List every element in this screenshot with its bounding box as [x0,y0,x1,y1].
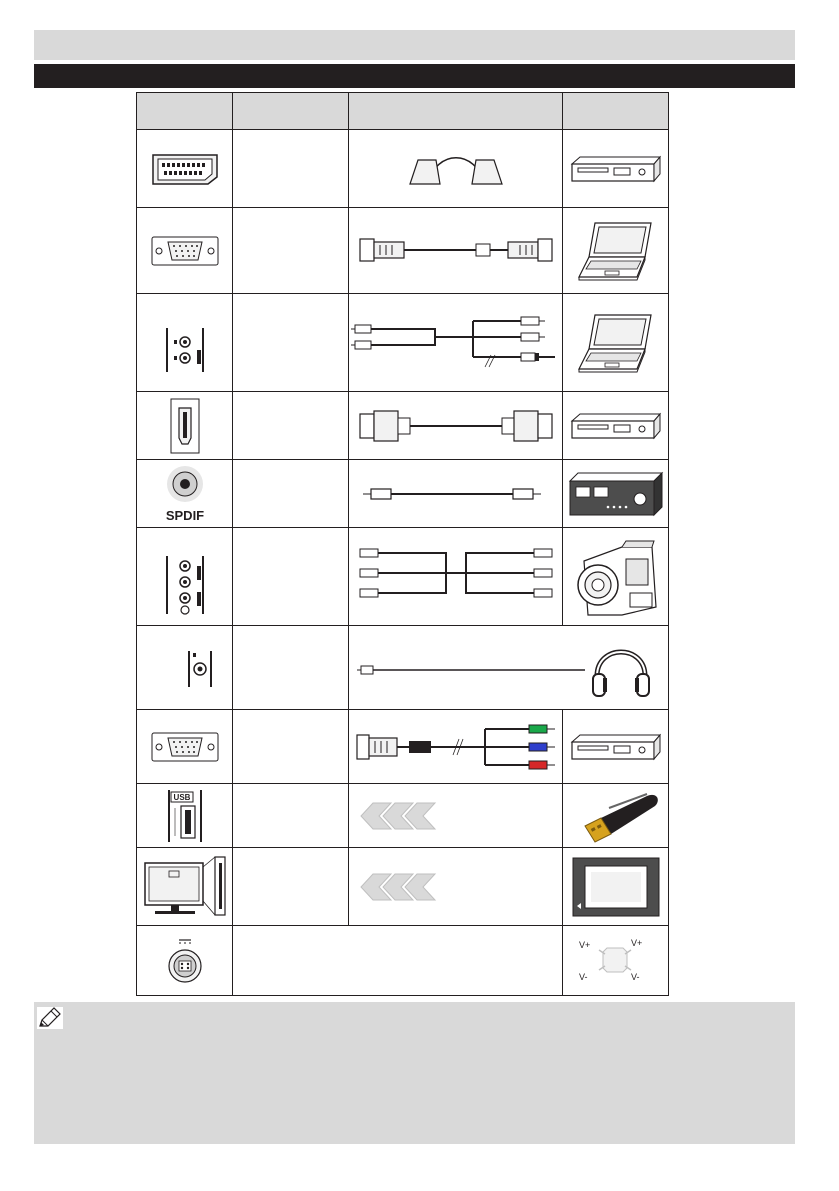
lnb-voltage-icon [573,936,659,986]
ci-slot-icon [141,855,229,919]
cable-cell [349,392,563,460]
table-row [137,294,669,392]
connector-cell [137,528,233,626]
type-cell [233,294,349,392]
device-cell [563,460,669,528]
spdif-socket-icon [150,464,220,524]
table-row [137,208,669,294]
type-cell [233,528,349,626]
pencil-note-icon [36,1006,64,1030]
connector-cell [137,848,233,926]
top-header-band [34,30,795,60]
connector-cell [137,710,233,784]
lnb-label-top-left: V+ [578,939,590,950]
av-socket-icon [155,536,215,618]
amplifier-icon [568,471,664,517]
connector-cell [137,130,233,208]
cable-cell [349,710,563,784]
cable-cell [349,294,563,392]
type-cell [233,460,349,528]
ypbpr-socket-icon [150,731,220,763]
connector-cell [137,208,233,294]
table-row [137,784,669,848]
cable-cell [349,460,563,528]
usb-socket-icon [163,788,207,844]
scart-cable-icon [396,144,516,194]
connector-cell [137,784,233,848]
device-cell [563,710,669,784]
table-row [137,392,669,460]
dvd-player-icon [570,154,662,184]
table-row [137,848,669,926]
type-cell [233,392,349,460]
usb-label: USB [173,792,190,802]
hdmi-cable-icon [358,406,554,446]
type-cell [233,130,349,208]
device-cell [563,784,669,848]
type-cell [233,926,563,996]
spdif-label: SPDIF [165,507,204,523]
lnb-label-bottom-left: V- [578,971,588,982]
scart-socket-icon [150,151,220,187]
device-cell [563,528,669,626]
type-cell [233,784,349,848]
vga-cable-icon [358,233,554,269]
header-type [233,93,349,130]
ypbpr-cable-icon [353,721,559,773]
camcorder-icon [570,537,662,617]
type-cell [233,208,349,294]
connector-cell [137,294,233,392]
cable-cell [349,784,563,848]
insert-arrows-icon [357,801,447,831]
device-cell [563,926,669,996]
type-cell [233,626,349,710]
audio-y-cable-icon [351,311,561,375]
connector-cell [137,392,233,460]
connections-table [136,92,669,996]
laptop-icon [575,219,657,283]
section-title-bar [34,64,795,88]
lnb-label-top-right: V+ [630,937,642,948]
table-header-row [137,93,669,130]
type-cell [233,710,349,784]
pc-audio-socket-icon [155,308,215,378]
dvd-player-icon [570,411,662,441]
vga-socket-icon [150,235,220,267]
headphone-cable-icon [357,656,587,686]
table-row [137,626,669,710]
av-cable-icon [356,545,556,609]
type-cell [233,848,349,926]
device-cell [563,208,669,294]
device-cell [563,130,669,208]
headphones-icon [589,636,653,700]
connector-cell [137,626,233,710]
insert-arrows-icon [357,872,447,902]
device-cell [563,294,669,392]
header-cables [349,93,563,130]
header-connector [137,93,233,130]
dc-input-socket-icon [160,936,210,986]
usb-stick-icon [571,788,661,844]
note-box [34,1002,795,1144]
cam-module-icon [571,856,661,918]
device-cell [563,392,669,460]
table-row [137,710,669,784]
device-cell [563,626,669,710]
headphone-socket-icon [155,643,215,693]
header-device [563,93,669,130]
cable-cell [349,130,563,208]
table-row [137,528,669,626]
connector-cell [137,460,233,528]
lnb-label-bottom-right: V- [630,971,640,982]
table-row [137,460,669,528]
device-cell [563,848,669,926]
connector-cell [137,926,233,996]
coaxial-cable-icon [361,482,551,506]
cable-cell [349,528,563,626]
table-row [137,130,669,208]
laptop-icon [575,311,657,375]
table-row [137,926,669,996]
cable-cell [349,848,563,926]
dvd-player-icon [570,732,662,762]
cable-cell [349,208,563,294]
hdmi-socket-icon [168,396,202,456]
